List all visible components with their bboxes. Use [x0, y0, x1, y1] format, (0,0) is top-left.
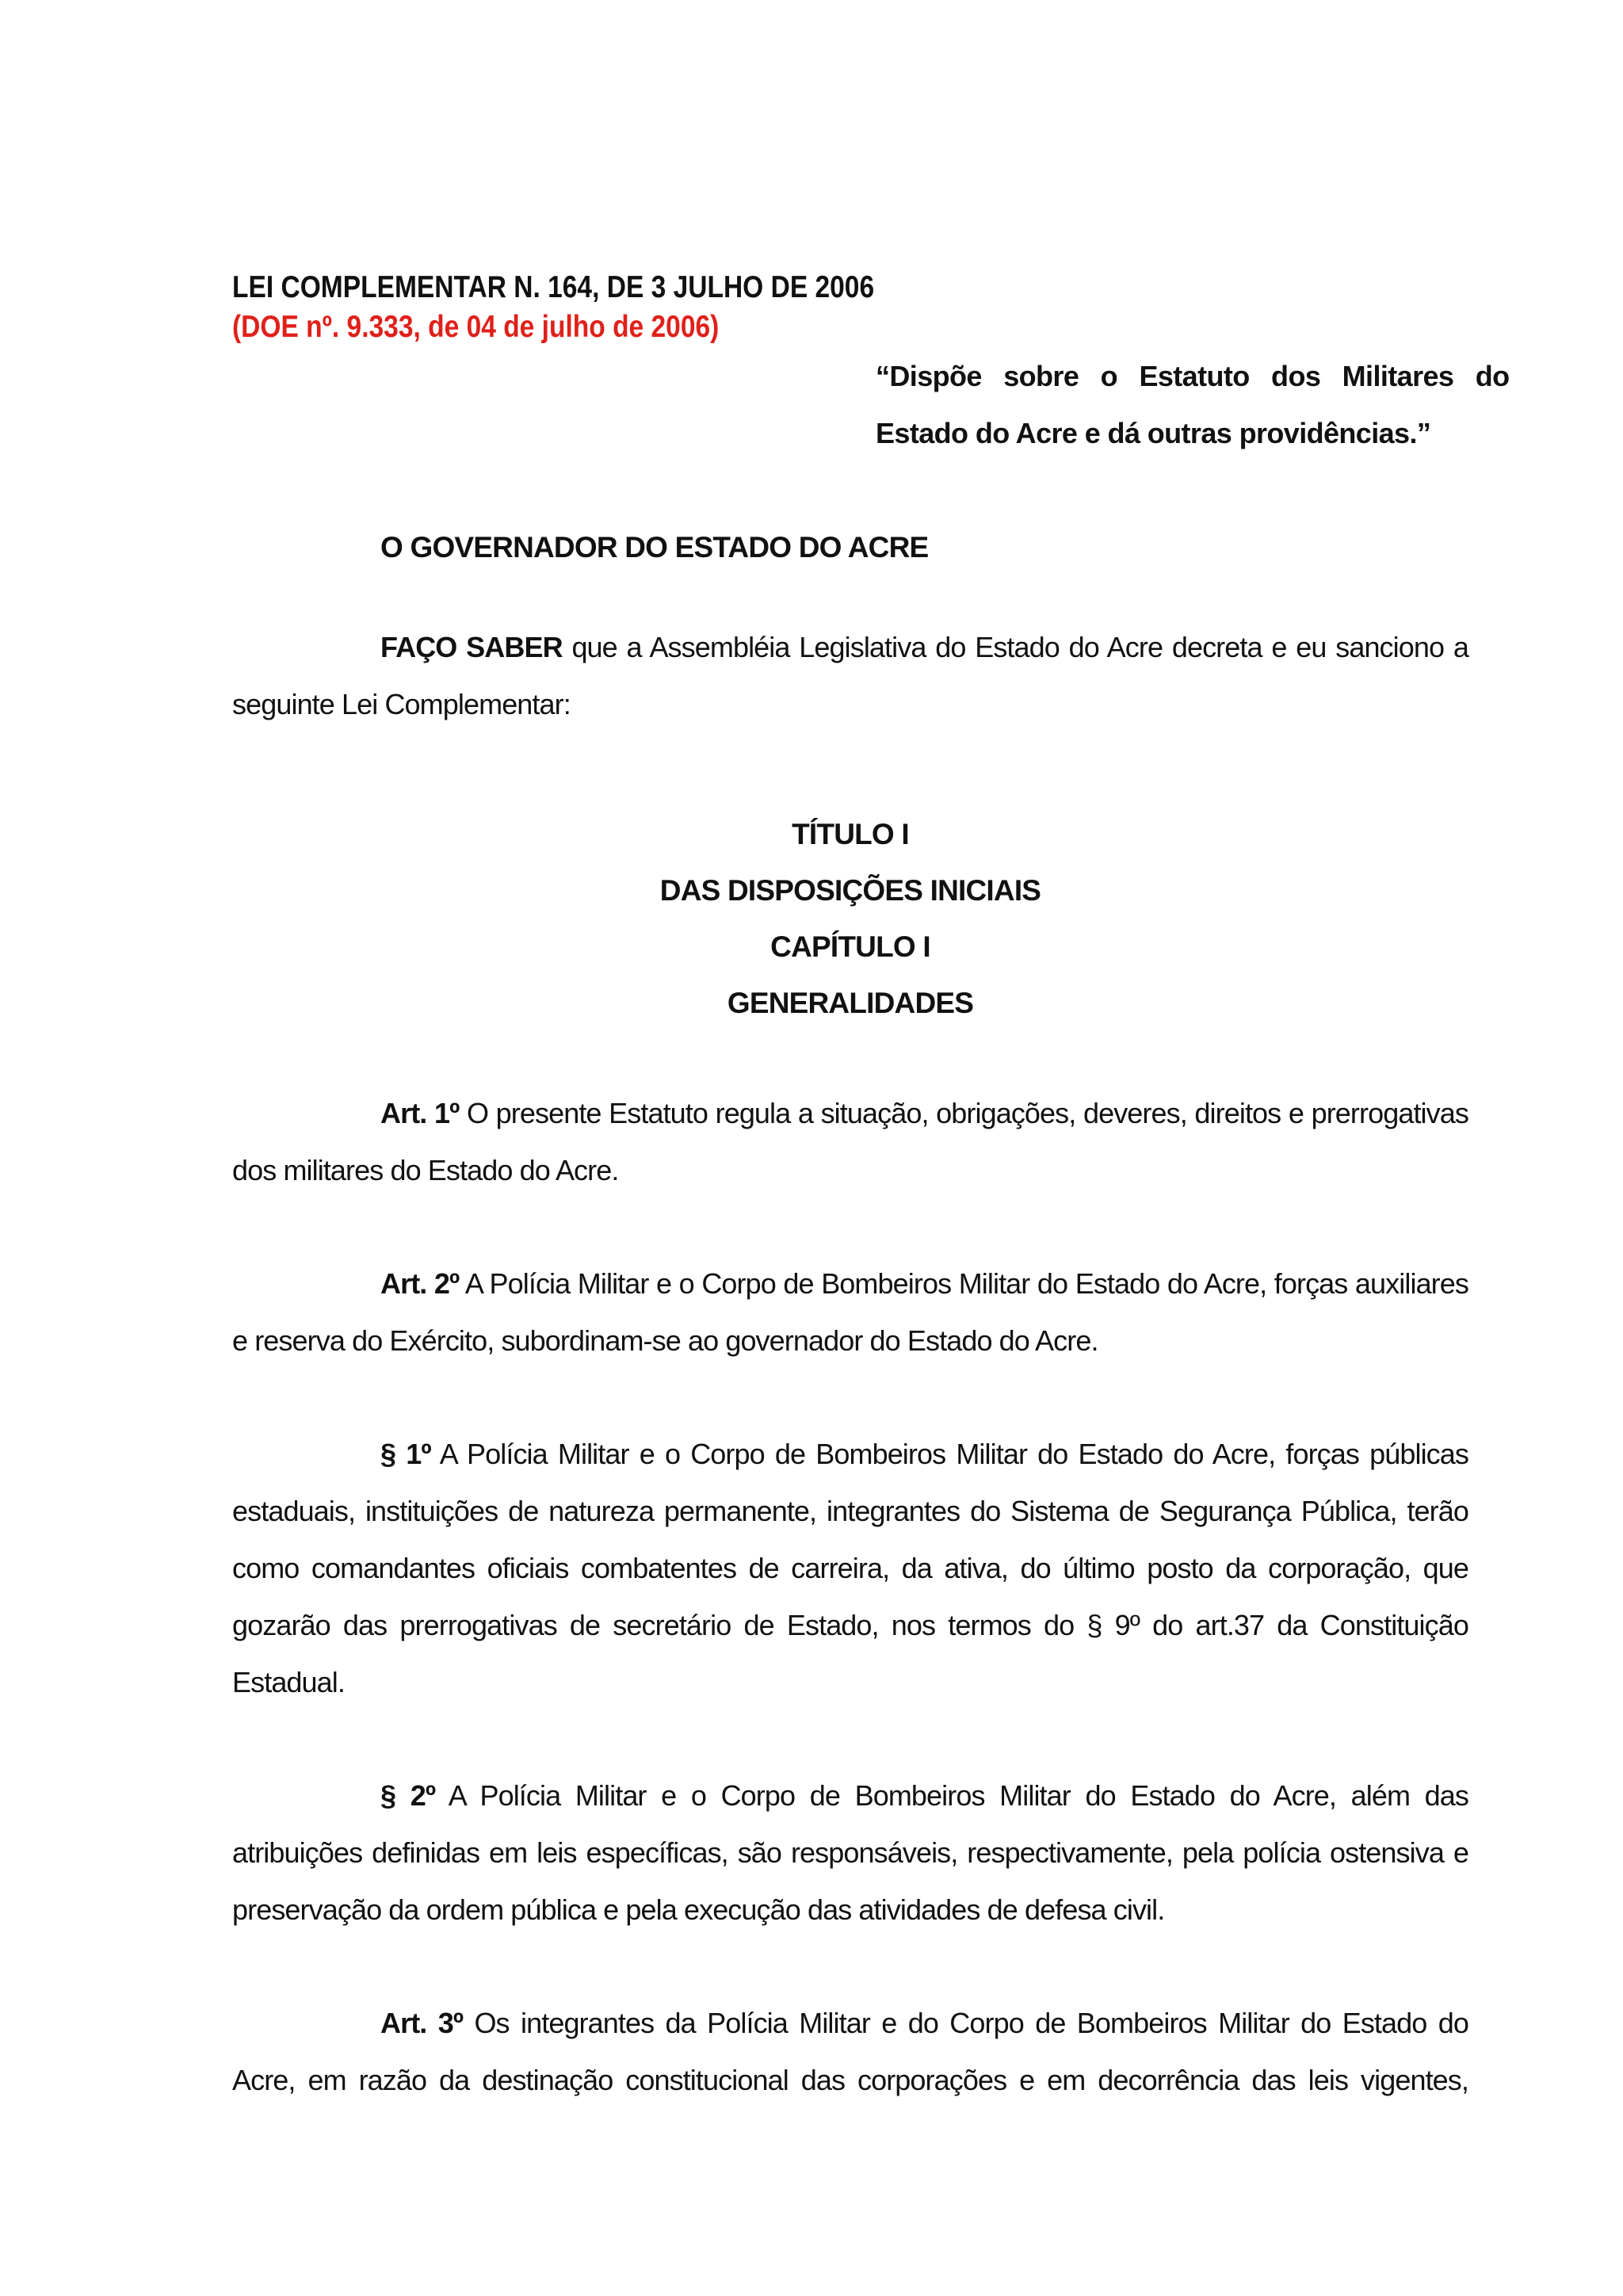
- paragraph-line: dos militares do Estado do Acre.: [232, 1154, 619, 1186]
- ementa-line: Estado do Acre e dá outras providências.”: [876, 417, 1431, 449]
- paragraph-line: estaduais, instituições de natureza permanente, integrantes do Sistema de Segurança Pública, terão: [232, 1495, 1468, 1527]
- paragraph-line: gozarão das prerrogativas de secretário de Estado, nos termos do § 9º do art.37 da Constituição: [232, 1609, 1468, 1641]
- paragraph-line: como comandantes oficiais combatentes de carreira, da ativa, do último posto da corporação, que: [232, 1552, 1468, 1584]
- governor-heading: O GOVERNADOR DO ESTADO DO ACRE: [380, 531, 929, 563]
- ementa-line: “Dispõe sobre o Estatuto dos Militares do: [876, 360, 1510, 392]
- title-block: [232, 806, 1468, 1031]
- paragraph-line: seguinte Lei Complementar:: [232, 688, 571, 720]
- chapter-number: CAPÍTULO I: [770, 930, 930, 963]
- article-lead: Art. 3º: [380, 2007, 464, 2039]
- paragraph-text: O presente Estatuto regula a situação, obrigações, deveres, direitos e prerrogativas: [466, 1097, 1468, 1129]
- paragraph-line: [232, 1426, 1468, 1483]
- paragraph-lead: § 2º: [380, 1779, 436, 1812]
- article-3: [232, 1995, 1468, 2109]
- chapter-name: GENERALIDADES: [727, 987, 974, 1019]
- doe-reference: (DOE nº. 9.333, de 04 de julho de 2006): [232, 310, 720, 344]
- document-content: [232, 267, 1510, 2109]
- paragraph-lead: § 1º: [380, 1438, 431, 1470]
- title-name: DAS DISPOSIÇÕES INICIAIS: [659, 874, 1041, 907]
- paragraph-text: A Polícia Militar e o Corpo de Bombeiros Militar do Estado do Acre, além das: [448, 1779, 1468, 1812]
- paragraph-line: [232, 619, 1468, 676]
- enactment-paragraph: [232, 619, 1468, 733]
- paragraph-line: Estadual.: [232, 1666, 345, 1698]
- law-title: LEI COMPLEMENTAR N. 164, DE 3 JULHO DE 2006: [232, 270, 875, 304]
- article-lead: Art. 2º: [380, 1267, 460, 1300]
- paragraph-line: Acre, em razão da destinação constitucional das corporações e em decorrência das leis vigentes,: [232, 2064, 1468, 2096]
- paragraph-text: Os integrantes da Polícia Militar e do Corpo de Bombeiros Militar do Estado do: [474, 2007, 1468, 2039]
- paragraph-line: [232, 1255, 1468, 1312]
- paragraph-lead: FAÇO SABER: [380, 631, 563, 663]
- article-1: [232, 1085, 1468, 1199]
- article-2-paragraph-2: [232, 1767, 1468, 1939]
- article-lead: Art. 1º: [380, 1097, 460, 1129]
- title-number: TÍTULO I: [792, 818, 909, 850]
- paragraph-line: preservação da ordem pública e pela execução das atividades de defesa civil.: [232, 1893, 1165, 1926]
- paragraph-line: [232, 1085, 1468, 1142]
- paragraph-line: [232, 1995, 1468, 2052]
- paragraph-text: que a Assembléia Legislativa do Estado do Acre decreta e eu sanciono a: [571, 631, 1468, 663]
- article-2-paragraph-1: [232, 1426, 1468, 1711]
- paragraph-text: A Polícia Militar e o Corpo de Bombeiros Militar do Estado do Acre, forças públicas: [439, 1438, 1468, 1470]
- ementa: [876, 348, 1510, 462]
- paragraph-text: A Polícia Militar e o Corpo de Bombeiros Militar do Estado do Acre, forças auxiliares: [464, 1267, 1468, 1300]
- paragraph-line: atribuições definidas em leis específicas, são responsáveis, respectivamente, pela polícia ostensiva e: [232, 1836, 1468, 1869]
- article-2: [232, 1255, 1468, 1370]
- paragraph-line: [232, 1767, 1468, 1824]
- paragraph-line: e reserva do Exército, subordinam-se ao governador do Estado do Acre.: [232, 1324, 1098, 1357]
